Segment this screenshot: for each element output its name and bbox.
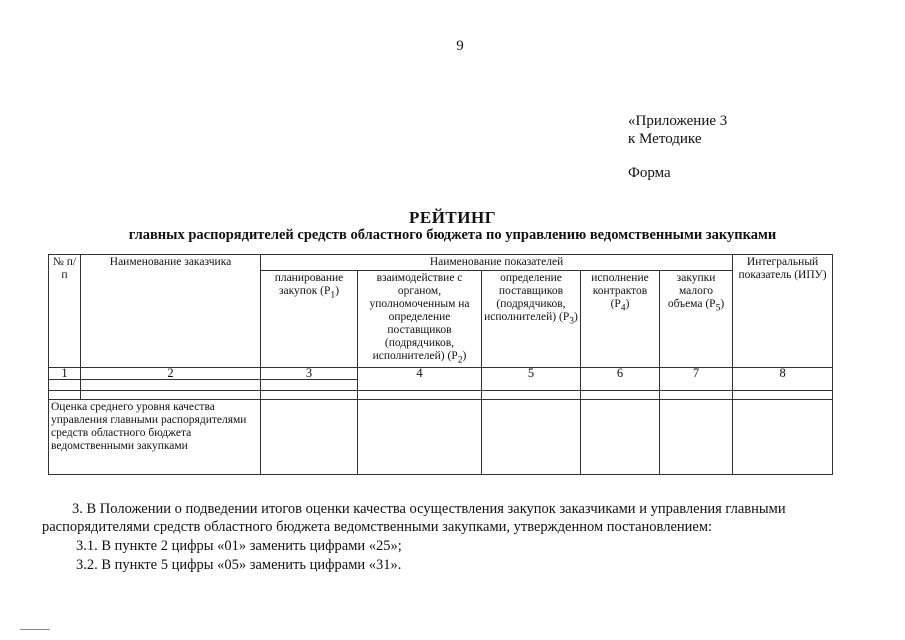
- column-number-7: 7: [660, 368, 733, 391]
- page-number: 9: [456, 38, 464, 54]
- column-number-2: 2: [81, 368, 261, 380]
- evaluation-label: Оценка среднего уровня качества управления главными распорядителями средств областного бюджета ведомственными закупками: [49, 400, 261, 475]
- column-number-1: 1: [49, 368, 81, 380]
- empty-cell: [660, 391, 733, 400]
- form-label: Форма: [628, 165, 671, 181]
- empty-cell: [261, 391, 358, 400]
- document-title: РЕЙТИНГ: [408, 208, 497, 227]
- header-indicator-p1: планирование закупок $(P_1)$: [261, 271, 358, 368]
- empty-cell: [261, 380, 358, 391]
- column-number-3: 3: [261, 368, 358, 380]
- header-integral-indicator: Интегральный показатель (ИПУ): [733, 255, 833, 368]
- empty-cell: [49, 380, 81, 391]
- empty-cell: [482, 391, 581, 400]
- empty-cell: [358, 391, 482, 400]
- empty-cell: [81, 391, 261, 400]
- empty-cell: [733, 400, 833, 475]
- rating-table: [48, 254, 833, 475]
- footer-rule: [20, 629, 50, 630]
- empty-cell: [482, 400, 581, 475]
- evaluation-row: [49, 400, 833, 475]
- empty-cell: [358, 400, 482, 475]
- column-number-4: 4: [358, 368, 482, 391]
- header-indicator-p5: закупки малого объема $(P_5)$: [660, 271, 733, 368]
- paragraph-3-line-2: распорядителями средств областного бюджета ведомственными закупками, утвержденном постановлением:: [42, 519, 713, 535]
- column-number-row: [49, 368, 833, 380]
- empty-cell: [581, 391, 660, 400]
- header-row-1: [49, 255, 833, 271]
- header-number: № п/п: [49, 255, 81, 368]
- empty-cell: [49, 391, 81, 400]
- paragraph-3-1: 3.1. В пункте 2 цифры «01» заменить цифрами «25»;: [76, 538, 402, 554]
- empty-cell: [581, 400, 660, 475]
- column-number-5: 5: [482, 368, 581, 391]
- attachment-line-2: к Методике: [628, 131, 702, 147]
- blank-row: [49, 391, 833, 400]
- paragraph-3-2: 3.2. В пункте 5 цифры «05» заменить цифрами «31».: [76, 557, 402, 573]
- empty-cell: [660, 400, 733, 475]
- column-number-6: 6: [581, 368, 660, 391]
- header-customer-name: Наименование заказчика: [81, 255, 261, 368]
- header-indicator-p4: исполнение контрактов $(P_4)$: [581, 271, 660, 368]
- empty-cell: [733, 391, 833, 400]
- paragraph-3-line-1: 3. В Положении о подведении итогов оценки качества осуществления закупок заказчиками и управления главными: [72, 501, 786, 517]
- column-number-8: 8: [733, 368, 833, 391]
- document-subtitle: главных распорядителей средств областного бюджета по управлению ведомственными закупками: [128, 227, 777, 243]
- header-indicators: Наименование показателей: [261, 255, 733, 271]
- attachment-line-1: «Приложение 3: [628, 113, 728, 129]
- empty-cell: [81, 380, 261, 391]
- header-indicator-p3: определение поставщиков (подрядчиков, исполнителей) $(P_3)$: [482, 271, 581, 368]
- empty-cell: [261, 400, 358, 475]
- header-indicator-p2: взаимодействие с органом, уполномоченным на определение поставщиков (подрядчиков, исполнителей) $(P_2)$: [358, 271, 482, 368]
